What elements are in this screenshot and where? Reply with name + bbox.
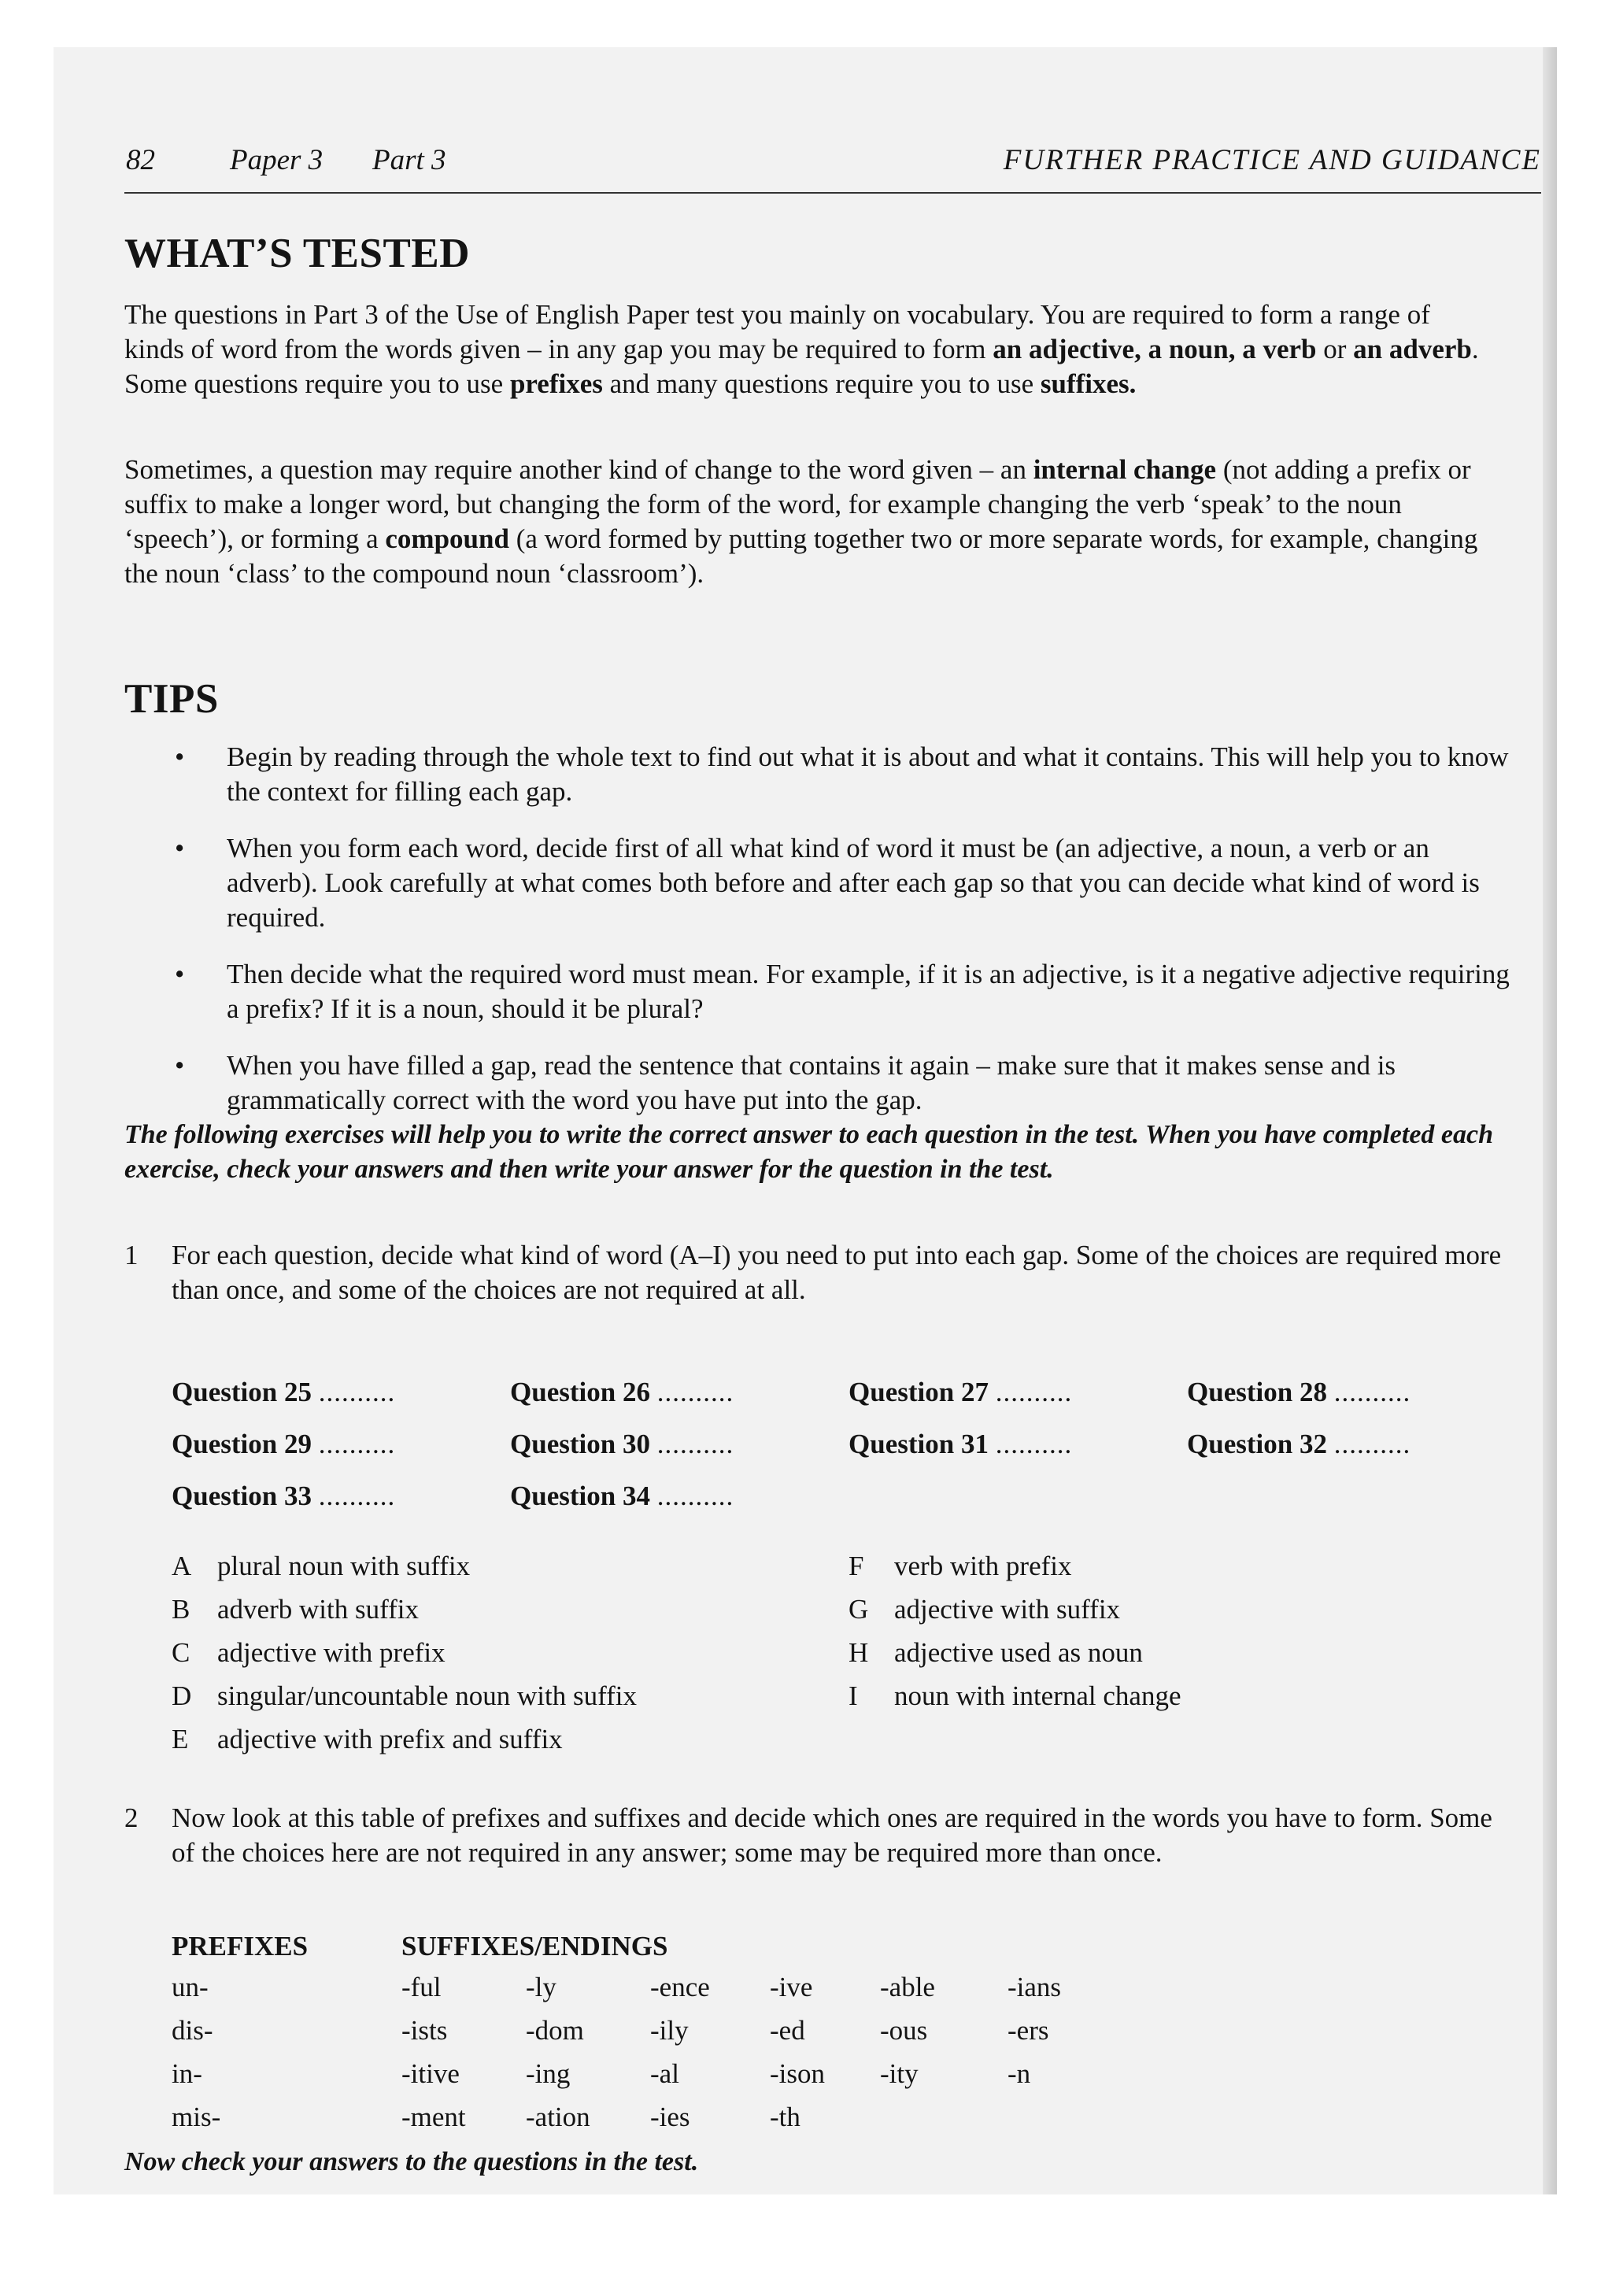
- prefix-item: un-: [172, 1972, 209, 2002]
- tip-item: • Then decide what the required word must mean. For example, if it is an adjective, is it a negative adjective requiring a prefix? If it is a noun, should it be plural?: [175, 959, 1510, 1024]
- whats-tested-paragraph-1: The questions in Part 3 of the Use of English Paper test you mainly on vocabulary. You are required to form a range of kinds of word from the words given – in any gap you may be required to form an adjective, a noun, a verb or an adverb. Some questions require you to use prefixes and many questions require you to use suffixes.: [124, 299, 1479, 399]
- suffix-item: -able: [880, 1972, 935, 2002]
- choice-c: C adjective with prefix: [172, 1637, 446, 1668]
- suffix-item: -ity: [880, 2058, 919, 2089]
- suffix-item: -al: [650, 2058, 679, 2089]
- whats-tested-heading: WHAT’S TESTED: [124, 231, 470, 276]
- tip-item: • When you form each word, decide first of all what kind of word it must be (an adjective, a noun, a verb or an adverb). Look carefully at what comes both before and after each gap so that you can decide what kind of word is required.: [175, 833, 1480, 933]
- suffix-item: -ous: [880, 2015, 928, 2046]
- question-27-blank[interactable]: Question 27 ..........: [849, 1377, 1073, 1407]
- page-edge-shadow: [1543, 47, 1557, 2194]
- exercise-1-number: 1: [124, 1240, 139, 1270]
- suffix-item: -ed: [770, 2015, 805, 2046]
- choices-left-column: [172, 1544, 801, 1761]
- question-34-blank[interactable]: Question 34 ..........: [510, 1481, 734, 1511]
- suffix-item: -ily: [650, 2015, 689, 2046]
- choice-h: H adjective used as noun: [849, 1637, 1143, 1668]
- suffix-item: -ment: [401, 2102, 466, 2132]
- header-paper: Paper 3: [230, 144, 324, 176]
- choice-a: A plural noun with suffix: [172, 1551, 471, 1581]
- tip-item: • When you have filled a gap, read the sentence that contains it again – make sure that it makes sense and is grammatically correct with the word you have put into the gap.: [175, 1050, 1396, 1115]
- header-section-title: FURTHER PRACTICE AND GUIDANCE: [1003, 144, 1541, 176]
- suffix-item: -th: [770, 2102, 800, 2132]
- choice-e: E adjective with prefix and suffix: [172, 1724, 563, 1754]
- suffix-item: -n: [1008, 2058, 1031, 2089]
- page-content: [124, 94, 1541, 2176]
- suffix-item: -ians: [1008, 1972, 1062, 2002]
- question-30-blank[interactable]: Question 30 ..........: [510, 1429, 734, 1459]
- suffix-item: -ation: [526, 2102, 590, 2132]
- choice-f: F verb with prefix: [849, 1551, 1072, 1581]
- suffix-item: -ies: [650, 2102, 690, 2132]
- header-part: Part 3: [372, 144, 446, 176]
- exercise-1-text: For each question, decide what kind of word (A–I) you need to put into each gap. Some of the choices are required more than once, and some of the choices are not required at all.: [172, 1240, 1502, 1305]
- question-28-blank[interactable]: Question 28 ..........: [1187, 1377, 1411, 1407]
- choice-d: D singular/uncountable noun with suffix: [172, 1680, 638, 1711]
- bullet-icon: •: [175, 741, 185, 772]
- question-31-blank[interactable]: Question 31 ..........: [849, 1429, 1073, 1459]
- prefix-item: dis-: [172, 2015, 213, 2046]
- exercise-instructions: The following exercises will help you to write the correct answer to each question in the test. When you have completed each exercise, check your answers and then write your answer for the question in the test.: [124, 1120, 1493, 1184]
- choices-right-column: [849, 1544, 1399, 1717]
- exercise-2-number: 2: [124, 1802, 139, 1833]
- suffix-item: -ers: [1008, 2015, 1049, 2046]
- suffix-item: -itive: [401, 2058, 460, 2089]
- prefix-item: in-: [172, 2058, 202, 2089]
- question-29-blank[interactable]: Question 29 ..........: [172, 1429, 396, 1459]
- suffix-item: -ing: [526, 2058, 571, 2089]
- question-26-blank[interactable]: Question 26 ..........: [510, 1377, 734, 1407]
- suffix-item: -ly: [526, 1972, 556, 2002]
- suffix-item: -ence: [650, 1972, 710, 2002]
- tips-heading: TIPS: [124, 676, 219, 722]
- bullet-icon: •: [175, 1050, 185, 1081]
- exercise-2-text: Now look at this table of prefixes and suffixes and decide which ones are required in the words you have to form. Some of the choices here are not required in any answer; some may be required more than once.: [172, 1802, 1492, 1868]
- running-header: [124, 143, 1541, 194]
- choice-i: I noun with internal change: [849, 1680, 1181, 1711]
- final-instruction: Now check your answers to the questions in the test.: [124, 2147, 699, 2176]
- page-sheet: [54, 47, 1557, 2194]
- suffix-item: -ison: [770, 2058, 825, 2089]
- whats-tested-paragraph-2: Sometimes, a question may require another kind of change to the word given – an internal change (not adding a prefix or suffix to make a longer word, but changing the form of the word, for example changing the verb ‘speak’ to the noun ‘speech’), or forming a compound (a word formed by putting together two or more separate words, for example, changing the noun ‘class’ to the compound noun ‘classroom’).: [124, 454, 1478, 589]
- bullet-icon: •: [175, 959, 185, 989]
- question-33-blank[interactable]: Question 33 ..........: [172, 1481, 396, 1511]
- prefix-item: mis-: [172, 2102, 221, 2132]
- question-32-blank[interactable]: Question 32 ..........: [1187, 1429, 1411, 1459]
- page-number: 82: [126, 144, 155, 176]
- suffix-item: -ists: [401, 2015, 448, 2046]
- choice-b: B adverb with suffix: [172, 1594, 419, 1625]
- tips-list: [124, 740, 1510, 1140]
- suffixes-heading: SUFFIXES/ENDINGS: [401, 1931, 668, 1961]
- bullet-icon: •: [175, 833, 185, 863]
- suffix-item: -ful: [401, 1972, 442, 2002]
- suffix-item: -ive: [770, 1972, 813, 2002]
- question-25-blank[interactable]: Question 25 ..........: [172, 1377, 396, 1407]
- suffix-item: -dom: [526, 2015, 584, 2046]
- tip-item: • Begin by reading through the whole text to find out what it is about and what it contains. This will help you to know the context for filling each gap.: [175, 741, 1509, 807]
- choice-g: G adjective with suffix: [849, 1594, 1121, 1625]
- prefixes-heading: PREFIXES: [172, 1931, 309, 1961]
